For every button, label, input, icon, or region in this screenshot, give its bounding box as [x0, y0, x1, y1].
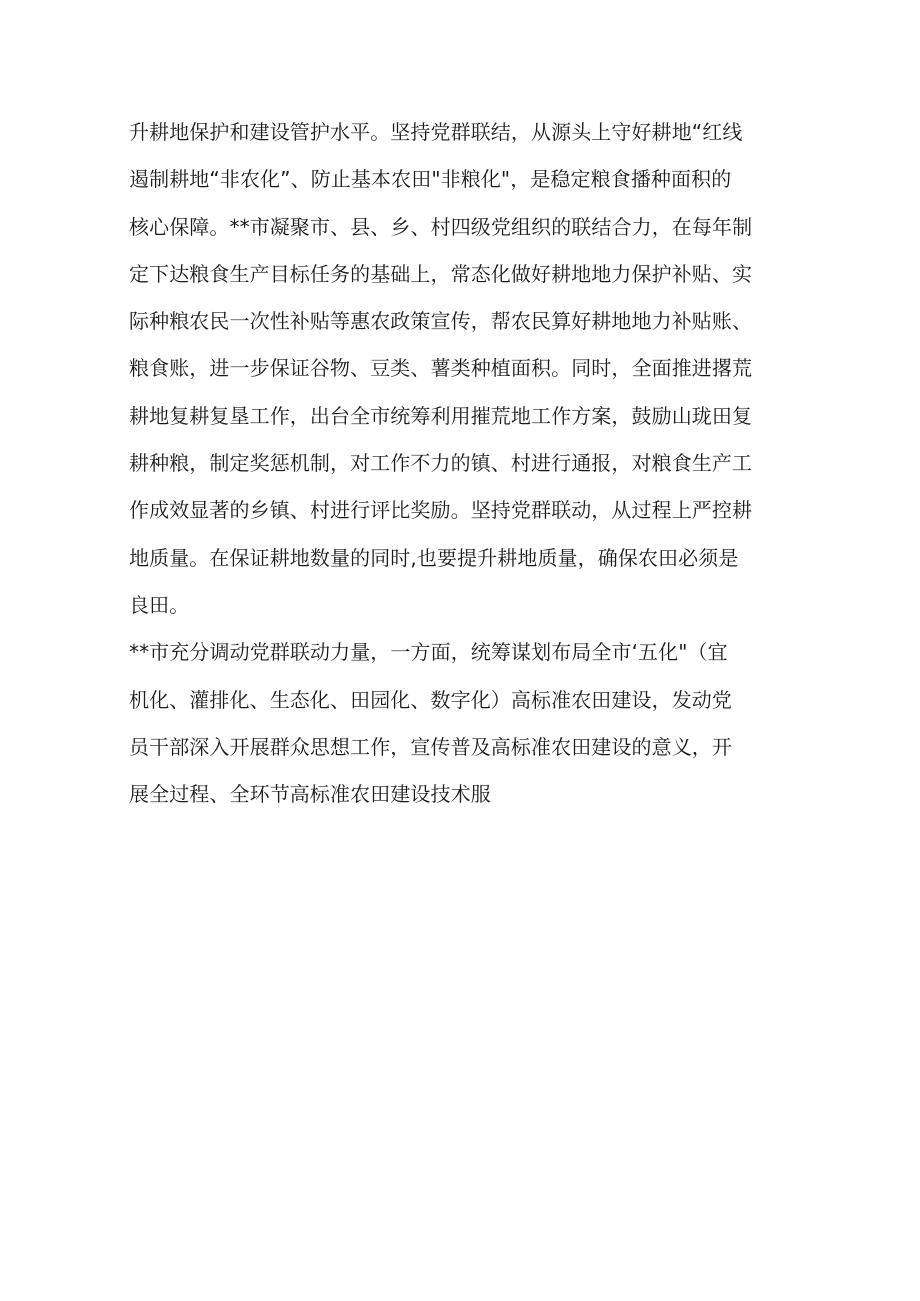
text-line: 升耕地保护和建设管护水平。坚持党群联结，从源头上守好耕地“红线: [129, 120, 743, 144]
text-line: 核心保障。**市凝聚市、县、乡、村四级党组织的联结合力，在每年制: [129, 214, 753, 239]
text-line: **市充分调动党群联动力量，一方面，统筹谋划布局全市‘五化"（宜: [129, 640, 728, 665]
text-line: 耕地复耕复垦工作，出台全市统筹利用摧荒地工作方案，鼓励山珑田复: [129, 403, 753, 428]
text-line: 作成效显著的乡镇、村进行评比奖励。坚持党群联动，从过程上严控耕: [129, 498, 753, 523]
text-line: 地质量。在保证耕地数量的同时,也要提升耕地质量，确保农田必须是: [129, 545, 739, 570]
text-line: 际种粮农民一次性补贴等惠农政策宣传，帮农民算好耕地地力补贴账、: [129, 309, 753, 334]
paragraph-2: [129, 629, 801, 818]
text-line: 良田。: [129, 592, 190, 617]
document-body: [129, 109, 801, 818]
text-line: 遏制耕地“非农化”、防止基本农田"非粮化"，是稳定粮食播种面积的: [129, 167, 732, 192]
text-line: 员干部深入开展群众思想工作，宣传普及高标准农田建设的意义，开: [129, 734, 732, 759]
text-line: 展全过程、全环节高标准农田建设技术服: [129, 782, 491, 807]
text-line: 粮食账，进一步保证谷物、豆类、薯类种植面积。同时，全面推进撂荒: [129, 356, 753, 381]
paragraph-1: [129, 109, 801, 629]
text-line: 定下达粮食生产目标任务的基础上，常态化做好耕地地力保护补贴、实: [129, 261, 753, 286]
text-line: 机化、灌排化、生态化、田园化、数字化）高标准农田建设，发动党: [129, 687, 732, 712]
text-line: 耕种粮，制定奖惩机制，对工作不力的镇、村进行通报，对粮食生产工: [129, 451, 753, 476]
